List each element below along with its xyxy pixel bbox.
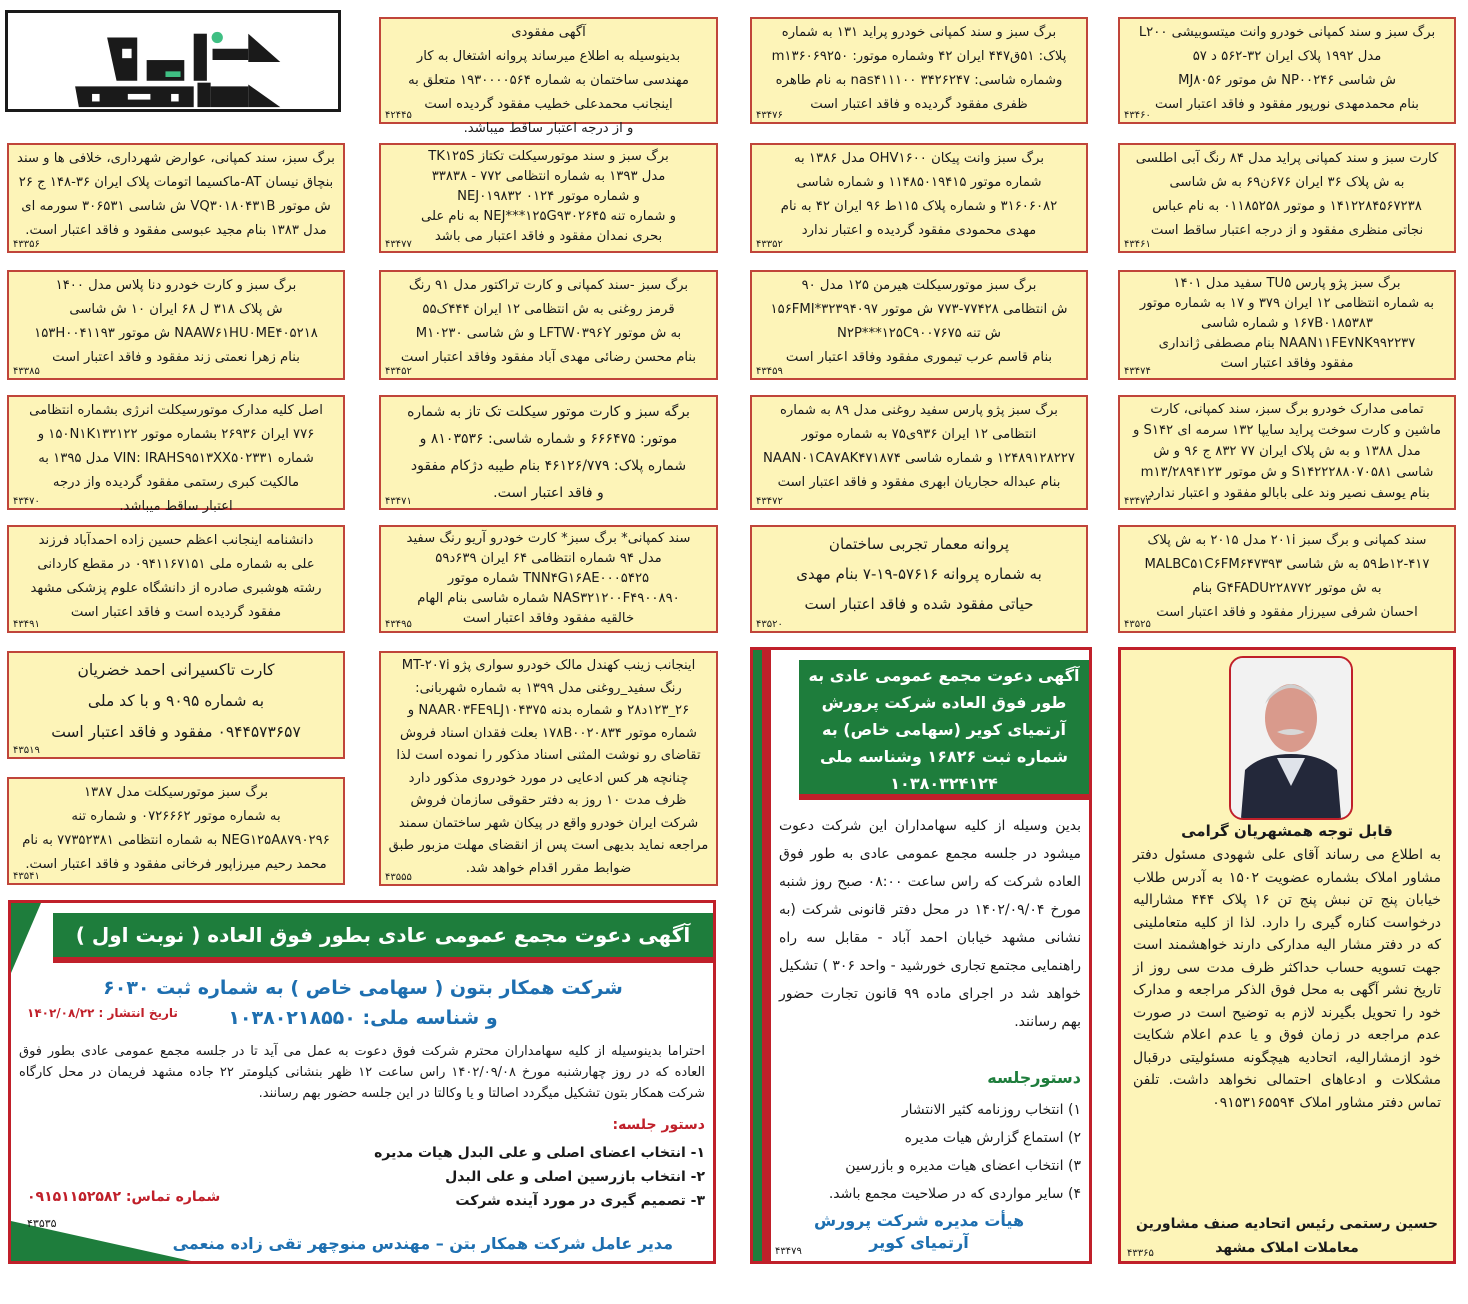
classified-ad — [379, 143, 718, 253]
company-info — [103, 973, 623, 1033]
ad-code: ۴۳۵۵۵ — [385, 872, 412, 883]
ad-text: برگه سبز و کارت موتور سیکلت تک تاز به شماره موتور: ۶۶۶۴۷۵ و شماره شاسی: ۸۱۰۳۵۳۶ و شماره پلاک: ۴۶۱۲۶/۷۷۹ بنام طیبه دژکام مفقود و فاقد اعتبار است. — [407, 404, 690, 501]
ad-code: ۴۳۴۷۰ — [13, 496, 40, 507]
classified-ad — [750, 270, 1088, 380]
ad-code: ۴۳۴۷۶ — [756, 110, 783, 121]
agenda-item: ۲) استماع گزارش هیات مدیره — [904, 1130, 1081, 1146]
ad-text: کارت سبز و سند کمپانی پراید مدل ۸۴ رنگ آبی اطلسی به ش پلاک ۳۶ ایران ۶۷۶ن۶۹ به ش شاسی ۱۴۱۲۲۸۴۵۶۷۲۳۸ و موتور ۰۱۱۸۵۲۵۸ به نام عباس نجاتی منظری مفقود و از درجه اعتبار ساقط است — [1135, 151, 1439, 238]
ad-code: ۴۳۴۵۲ — [385, 366, 412, 377]
classified-ad — [379, 270, 718, 380]
decor-corner-icon — [11, 903, 41, 973]
ad-text: پروانه معمار تجربی ساختمان به شماره پروانه ۵۷۶۱۶-۱۹-۷ بنام مهدی حیاتی مفقود شده و فاقد اعتبار است — [796, 535, 1042, 613]
classified-ad — [750, 143, 1088, 253]
classified-ad — [379, 395, 718, 510]
board-signature: هیأت مدیره شرکت پرورش آرتمیای کویر — [813, 1211, 1025, 1252]
company-name: شرکت همکار بتون ( سهامی خاص ) به شماره ثبت ۶۰۳۰ — [103, 977, 623, 999]
decor-stripe — [753, 650, 762, 1261]
ad-code: ۴۳۴۶۱ — [1124, 239, 1151, 250]
logo-glyph-icon — [8, 13, 338, 109]
ad-text: دانشنامه اینجانب اعظم حسین زاده احمدآباد فرزند علی به شماره ملی ۰۹۴۱۱۶۷۱۵۱ در مقطع کاردانی رشته هوشبری صادره از دانشگاه علوم پزشکی مشهد مفقود گردیده است و فاقد اعتبار است — [30, 533, 322, 620]
ad-code: ۴۳۴۹۱ — [13, 619, 40, 630]
ad-text: برگ سبز و سند کمپانی خودرو وانت میتسوبیشی L۲۰۰ مدل ۱۹۹۲ پلاک ایران ۳۲-۵۶۲ د ۵۷ ش شاسی NP۰۰۲۴۶ ش موتور MJ۸۰۵۶ بنام محمدمهدی نورپور مفقود و فاقد اعتبار است — [1138, 25, 1436, 112]
ad-code: ۴۳۳۵۶ — [13, 239, 40, 250]
ad-text: برگ سبز پژو پارس سفید روغنی مدل ۸۹ به شماره انتظامی ۱۲ ایران ۹۳۶ی۷۵ به شماره موتور ۱۲۴۸۹۱۲۸۲۲۷ و شماره شاسی NAAN۰۱CA۷AK۴۷۱۸۷۴ بنام عبداله حجاریان ابهری مفقود و فاقد اعتبار است — [763, 403, 1075, 490]
classified-ad — [1118, 270, 1456, 380]
general-meeting-invite-artemia — [750, 647, 1092, 1264]
ad-code: ۴۳۳۵۲ — [756, 239, 783, 250]
classified-ad — [750, 395, 1088, 510]
invite-title: آگهی دعوت مجمع عمومی عادی بطور فوق العاده ( نوبت اول ) — [53, 913, 713, 963]
classified-ad — [7, 270, 345, 380]
classified-ad — [7, 777, 345, 885]
notice-signature: حسین رستمی رئیس اتحادیه صنف مشاورین معاملات املاک مشهد — [1136, 1216, 1438, 1256]
ad-code: ۴۳۵۲۰ — [756, 619, 783, 630]
ad-code: ۴۳۴۷۷ — [385, 239, 412, 250]
manager-signature: مدیر عامل شرکت همکار بتن – مهندس منوچهر تقی زاده منعمی — [172, 1234, 673, 1253]
notice-title: قابل توجه همشهریان گرامی — [1181, 822, 1393, 840]
ad-text: اینجانب زینب کهندل مالک خودرو سواری پژو MT-۲۰۷i رنگ سفید_روغنی مدل ۱۳۹۹ به شماره شهربانی: ۲۶_۱۲۳د۲۸ و شماره بدنه NAAR۰۳FE۹LJ۱۰۴۳۷۵ و شماره موتور ۱۷۸B۰۰۲۰۸۳۴ بعلت فقدان اسناد فروش تقاضای رو نوشت المثنی اسناد مذکور را نموده است لذا چنانچه هر کس ادعایی در مورد خودروی مذکور دارد ظرف مدت ۱۰ روز به دفتر حقوقی سازمان فروش شرکت ایران خودرو واقع در پیکان شهر ساختمان سمند مراجعه نماید بدیهی است پس از انقضای مهلت مزبور طبق ضوابط مقرر اقدام خواهد شد. — [388, 658, 709, 876]
ad-code: ۴۳۴۷۳ — [1124, 496, 1151, 507]
ad-text: برگ سبز، سند کمپانی، عوارض شهرداری، خلافی ها و سند بنچاق نیسان AT-ماکسیما اتومات پلاک ایران ۳۶-۱۴۸ ج ۲۶ ش موتور VQ۳۰۱۸۰۴۳۱B ش شاسی ۳۰۶۵۳۱ سورمه ای مدل ۱۳۸۳ بنام مجید عبوسی مفقود و فاقد اعتبار است. — [17, 151, 335, 238]
agenda-title: دستور جلسه: — [612, 1117, 705, 1133]
ad-text: برگ سبز موتورسیکلت مدل ۱۳۸۷ به شماره موتور ۰۷۲۶۶۶۲ و شماره تنه NEG۱۲۵A۸۷۹۰۲۹۶ به شماره انتظامی ۷۷۳۵۲۳۸۱ به نام محمد رحیم میرزاپور فرخانی مفقود و فاقد اعتبار است. — [22, 785, 330, 872]
ad-code: ۴۳۴۹۵ — [385, 619, 412, 630]
classified-ad — [379, 525, 718, 633]
classified-ad — [750, 17, 1088, 124]
agenda-item: ۲- انتخاب بازرسین اصلی و علی البدل — [445, 1169, 705, 1185]
invite-body: بدین وسیله از کلیه سهامداران این شرکت دعوت میشود در جلسه مجمع عمومی عادی به طور فوق العاده شرکت که راس ساعت ۰۸:۰۰ صبح روز شنبه مورخ ۱۴۰۲/۰۹/۰۴ در محل دفتر قانونی شرکت (به نشانی مشهد خیابان احمد آباد - مقابل سه راه راهنمایی مجتمع تجاری خورشید - واحد ۳۰۶ ) تشکیل خواهد شد در اجرای ماده ۹۹ قانون تجارت حضور بهم رسانند. — [779, 818, 1082, 1030]
classified-ad — [7, 525, 345, 633]
agenda-item: ۳- تصمیم گیری در مورد آینده شرکت — [455, 1193, 705, 1209]
classified-ad — [7, 651, 345, 759]
agenda-list — [374, 1141, 705, 1213]
ad-code: ۴۳۴۷۲ — [756, 496, 783, 507]
agenda-list — [829, 1096, 1081, 1208]
ad-text: برگ سبز -سند کمپانی و کارت تراکتور مدل ۹۱ رنگ قرمز روغنی به ش انتظامی ۱۲ ایران ۴۴۴ک۵۵ به ش موتور LFTW۰۳۹۶Y و ش شاسی M۱۰۲۳۰ بنام محسن رضائی مهدی آباد مفقود وفاقد اعتبار است — [400, 278, 697, 365]
invite-body: احتراما بدینوسیله از کلیه سهامداران محترم شرکت فوق دعوت به عمل می آید تا در جلسه مجمع عمومی عادی بطور فوق العاده که در روز چهارشنبه مورخ ۱۴۰۲/۰۹/۰۸ راس ساعت ۱۲ ظهر بنشانی کیلومتر ۲۲ جاده مشهد فریمان در محل کارگاه شرکت همکار بتون تشکیل میگردد اصالتا و یا وکالتا در این جلسه حضور بهم رسانند. — [19, 1044, 706, 1101]
ad-code: ۴۳۵۴۱ — [13, 871, 40, 882]
ad-text: کارت تاکسیرانی احمد خضریان به شماره ۹۰۹۵ و با کد ملی ۰۹۴۴۵۷۳۶۵۷ مفقود و فاقد اعتبار است — [51, 661, 301, 741]
ad-text: سند کمپانی و برگ سبز ۲۰۱i مدل ۲۰۱۵ به ش پلاک ۱۲-۴۱۷ط۵۹ به ش شاسی MALBC۵۱C۶FM۶۴۷۳۹۳ به ش موتور G۴FADU۲۲۸۷۷۲ بنام احسان شرفی سیرزار مفقود و فاقد اعتبار است — [1144, 533, 1430, 620]
classified-ad — [7, 395, 345, 514]
classified-ad — [1118, 525, 1456, 633]
ad-text: برگ سبز و کارت خودرو دنا پلاس مدل ۱۴۰۰ ش پلاک ۳۱۸ ل ۶۸ ایران ۱۰ ش شاسی NAAW۶۱HU۰ME۴۰۵۲۱۸ ش موتور ۱۵۳H۰۰۴۱۱۹۳ بنام زهرا نعمتی زند مفقود و فاقد اعتبار است — [34, 278, 318, 365]
realestate-notice — [1118, 647, 1456, 1264]
ad-code: ۴۳۳۶۵ — [1127, 1248, 1154, 1259]
ad-code: ۴۳۴۷۱ — [385, 496, 412, 507]
ad-text: آگهی مفقودی بدینوسیله به اطلاع میرساند پروانه اشتغال به کار مهندسی ساختمان به شماره ۱۹۳۰۰۰۰۵۶۴ متعلق به اینجانب محمدعلی خطیب مفقود گردیده است و از درجه اعتبار ساقط میباشد. — [408, 25, 689, 136]
decor-stripe — [762, 650, 771, 1261]
notice-body: به اطلاع می رساند آقای علی شهودی مسئول دفتر مشاور املاک بشماره عضویت ۱۵۰۲ به آدرس طلاب خیابان پنج تن نبش پنج تن ۱۶ پلاک ۴۴۴ مشارالیه درخواست کناره گیری را دارد. لذا از کلیه متعاملینی که در دفتر مشار الیه مدارکی دارند خواهشمند است جهت تسویه حساب حداکثر ظرف مدت سی روز از تاریخ نشر آگهی به محل فوق الذکر مراجعه و مدارک خود را تحویل بگیرند لازم به توضیح است در صورت عدم مراجعه در زمان فوق و یا عدم اعلام شکایت خود ازمشارالیه، اتحادیه هیچگونه مسئولیتی درقبال مشکلات و ادعاهای احتمالی نخواهد داشت. تلفن تماس دفتر مشاور املاک ۰۹۱۵۳۱۶۵۵۹۴ — [1133, 847, 1442, 1111]
contact-phone: شماره تماس: ۰۹۱۵۱۱۵۲۵۸۲ — [27, 1189, 221, 1205]
ad-text: اصل کلیه مدارک موتورسیکلت انرژی بشماره انتظامی ۷۷۶ ایران ۲۶۹۳۶ بشماره موتور ۱۵۰N۱K۱۳۲۱۲۲ و شماره VIN: IRAHS۹۵۱۳XX۵۰۲۳۳۱ مدل ۱۳۹۵ به مالکیت کبری رستمی مفقود گردیده واز درجه اعتبار ساقط میباشد. — [29, 403, 323, 514]
ad-text: برگ سبز و سند کمپانی خودرو پراید ۱۳۱ به شماره پلاک: ۵۱ق۴۴۷ ایران ۴۲ وشماره موتور: m۱۳۶۰۶۹۲۵۰ وشماره شاسی: ۳۴۲۶۲۴۷ nas۴۱۱۱۰۰ به نام طاهره ظفری مفقود گردیده و فاقد اعتبار است — [771, 25, 1067, 112]
agenda-item: ۱- انتخاب اعضای اصلی و علی البدل هیات مدیره — [374, 1145, 705, 1161]
ad-code: ۴۲۴۴۵ — [385, 110, 412, 121]
company-national-id: و شناسه ملی: ۱۰۳۸۰۲۱۸۵۵۰ — [228, 1007, 498, 1029]
ad-text: برگ سبز موتورسیکلت هیرمن ۱۲۵ مدل ۹۰ ش انتظامی ۷۷۴۲۸-۷۷۳ ش موتور ۱۵۶FMI*۳۲۳۹۴۰۹۷ ش تنه N۲P***۱۲۵C۹۰۰۷۶۷۵ بنام قاسم عرب تیموری مفقود وفاقد اعتبار است — [770, 278, 1068, 365]
ad-text: برگ سبز پژو پارس TU۵ سفید مدل ۱۴۰۱ به شماره انتظامی ۱۲ ایران ۳۷۹ و ۱۷ به شماره موتور ۱۶۷B۰۱۸۵۳۸۳ و شماره شاسی NAAN۱۱FE۷NK۹۹۲۲۳۷ بنام مصطفی ژانداری مفقود وفاقد اعتبار است — [1139, 276, 1435, 371]
ad-code: ۴۳۴۶۰ — [1124, 110, 1151, 121]
ad-text: برگ سبز و سند موتورسیکلت تکتاز TK۱۲۵S مدل ۱۳۹۳ به شماره انتظامی ۷۷۲ - ۳۳۸۳۸ و شماره موتور NEJ۰۱۹۸۳۲ ۰۱۲۴ و شماره تنه NEJ***۱۲۵G۹۳۰۲۶۴۵ به نام علی بحری نمدان مفقود و فاقد اعتبار می باشد — [421, 149, 676, 244]
agenda-title: دستورجلسه — [987, 1068, 1081, 1087]
ad-text: سند کمپانی* برگ سبز* کارت خودرو آریو رنگ سفید مدل ۹۴ شماره انتظامی ۶۴ ایران ۶۳۹د۵۹ TNN۴G۱۶AE۰۰۰۵۴۲۵ شماره موتور NAS۳۲۱۲۰۰F۴۹۰۰۸۹۰ شماره شاسی بنام الهام خالقیه مفقود وفاقد اعتبار است — [406, 531, 691, 626]
publish-date: تاریخ انتشار : ۱۴۰۲/۰۸/۲۲ — [27, 1006, 178, 1020]
classified-ad — [379, 651, 718, 886]
classified-ad — [1118, 143, 1456, 253]
classified-ad — [1118, 395, 1456, 510]
portrait-photo — [1229, 656, 1353, 820]
classified-ad — [379, 17, 718, 136]
ad-text: تمامی مدارک خودرو برگ سبز، سند کمپانی، کارت ماشین و کارت سوخت پراید سایپا ۱۳۲ سرمه ای S۱۴۲ و مدل ۱۳۸۸ و به ش پلاک ایران ۷۷ ۸۳۲ ج ۹۶ و ش شاسی S۱۴۲۲۲۸۸۰۷۰۵۸۱ و ش موتور m۱۳/۲۸۹۴۱۲۳ بنام یوسف نصیر وند علی بابالو مفقود و اعتبار ندارد. — [1132, 402, 1442, 501]
classified-ad — [750, 525, 1088, 633]
ad-text: برگ سبز وانت پیکان OHV۱۶۰۰ مدل ۱۳۸۶ به شماره موتور ۱۱۴۸۵۰۱۹۴۱۵ و شماره شاسی ۳۱۶۰۶۰۸۲ و شماره پلاک ۱۱۵ط ۹۶ ایران ۴۲ به نام مهدی محمودی مفقود گردیده و اعتبار ندارد — [780, 151, 1058, 238]
ad-code: ۴۳۵۱۹ — [13, 745, 40, 756]
ad-code: ۴۳۵۲۵ — [1124, 619, 1151, 630]
invite-title: آگهی دعوت مجمع عمومی عادی به طور فوق العاده شرکت پرورش آرتمیای کویر (سهامی خاص) به شماره ثبت ۱۶۸۲۶ وشناسه ملی ۱۰۳۸۰۳۲۴۱۲۴ — [799, 660, 1089, 800]
agenda-item: ۳) انتخاب اعضای هیات مدیره و بازرسین — [845, 1158, 1081, 1174]
classified-ad — [1118, 17, 1456, 124]
agenda-item: ۴) سایر مواردی که در صلاحیت مجمع باشد. — [828, 1186, 1081, 1202]
classified-ad — [7, 143, 345, 253]
ad-code: ۴۳۵۳۵ — [27, 1217, 57, 1230]
person-portrait-icon — [1231, 658, 1351, 818]
general-meeting-invite-betoon — [8, 900, 716, 1264]
agenda-item: ۱) انتخاب روزنامه کثیر الانتشار — [901, 1102, 1081, 1118]
ad-code: ۴۳۴۷۹ — [775, 1246, 802, 1257]
ad-code: ۴۳۳۸۵ — [13, 366, 40, 377]
ad-code: ۴۳۴۷۴ — [1124, 366, 1151, 377]
ad-code: ۴۳۴۵۹ — [756, 366, 783, 377]
newspaper-logo — [5, 10, 341, 112]
